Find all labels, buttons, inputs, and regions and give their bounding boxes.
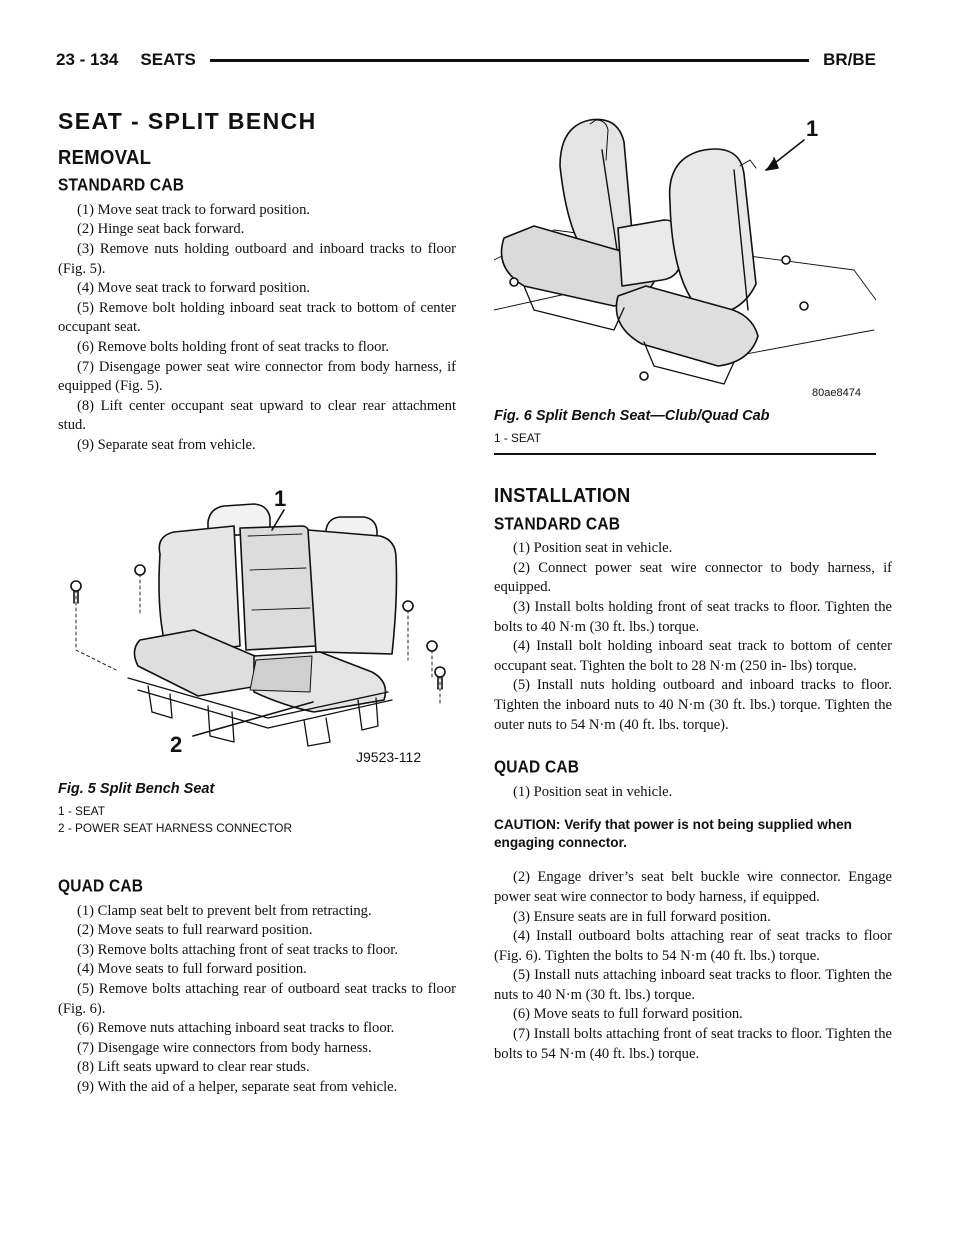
step: (3) Remove nuts holding outboard and inboard tracks to floor (Fig. 5). (58, 240, 456, 277)
step: (9) With the aid of a helper, separate seat from vehicle. (77, 1078, 398, 1095)
step: (7) Disengage wire connectors from body harness. (77, 1039, 372, 1056)
figure-6-rule (494, 453, 876, 455)
figure-6-legend (494, 430, 876, 447)
legend-item: 1 - SEAT (494, 431, 541, 445)
step: (6) Remove bolts holding front of seat tracks to floor. (77, 338, 390, 355)
step: (8) Lift seats upward to clear rear studs. (77, 1059, 310, 1076)
figure-6-caption: Fig. 6 Split Bench Seat—Club/Quad Cab (494, 408, 770, 424)
split-bench-seat-illustration (58, 490, 456, 775)
figure-6-art-code: 80ae8474 (812, 387, 861, 399)
figure-5-callout-1: 1 (274, 490, 287, 511)
installation-standard-cab-heading: STANDARD CAB (494, 514, 621, 534)
page-number: 23 - 134 (56, 50, 119, 69)
step: (7) Disengage power seat wire connector from body harness, if equipped (Fig. 5). (58, 358, 456, 395)
step: (2) Engage driver’s seat belt buckle wire connector. Engage power seat wire connector to body harness, if equipped. (494, 869, 892, 905)
installation-quad-cab-steps-continued (494, 868, 892, 1064)
step: (3) Remove bolts attaching front of seat tracks to floor. (77, 941, 398, 958)
installation-quad-cab-heading: QUAD CAB (494, 758, 580, 778)
section-name: SEATS (140, 50, 196, 69)
figure-5 (58, 490, 456, 837)
figure-5-legend (58, 803, 456, 837)
removal-quad-cab-steps (58, 902, 456, 1098)
step: (3) Ensure seats are in full forward position. (513, 908, 771, 925)
step: (1) Clamp seat belt to prevent belt from retracting. (77, 902, 372, 919)
step: (2) Move seats to full rearward position. (77, 922, 313, 939)
step: (1) Position seat in vehicle. (513, 540, 673, 557)
removal-quad-cab-heading: QUAD CAB (58, 877, 144, 897)
installation-heading: INSTALLATION (494, 482, 631, 507)
step: (4) Install bolt holding inboard seat track to bottom of center occupant seat. Tighten the bolt to 28 N·m (250 in- lbs) torque. (494, 638, 892, 674)
step: (3) Install bolts holding front of seat tracks to floor. Tighten the bolts to 40 N·m (30 ft. lbs.) torque. (494, 598, 892, 635)
step: (1) Move seat track to forward position. (77, 201, 311, 218)
figure-5-callout-2: 2 (170, 732, 183, 757)
step: (8) Lift center occupant seat upward to clear rear attachment stud. (58, 397, 456, 434)
step: (7) Install bolts attaching front of seat tracks to floor. Tighten the bolts to 54 N·m (40 ft. lbs.) torque. (494, 1026, 892, 1062)
step: (5) Install nuts attaching inboard seat tracks to floor. Tighten the nuts to 40 N·m (30 ft. lbs.) torque. (494, 967, 892, 1003)
legend-item: 1 - SEAT (58, 804, 105, 818)
removal-heading: REMOVAL (58, 144, 152, 168)
step: (4) Install outboard bolts attaching rear of seat tracks to floor (Fig. 6). Tighten the bolts to 54 N·m (40 ft. lbs.) torque. (494, 928, 892, 964)
step: (5) Install nuts holding outboard and inboard tracks to floor. Tighten the inboard nuts to 40 N·m (30 ft. lbs.) torque. Tighten the outer nuts to 54 N·m (40 ft. lbs. torque). (494, 677, 892, 733)
figure-5-art-code: J9523-112 (356, 749, 422, 765)
step: (6) Remove nuts attaching inboard seat tracks to floor. (77, 1020, 395, 1037)
removal-standard-cab-steps (58, 201, 456, 456)
step: (9) Separate seat from vehicle. (77, 436, 256, 453)
removal-standard-cab-heading: STANDARD CAB (58, 176, 185, 196)
step: (5) Remove bolt holding inboard seat track to bottom of center occupant seat. (58, 299, 456, 336)
club-quad-cab-seat-illustration (494, 110, 876, 402)
step: (1) Position seat in vehicle. (513, 783, 673, 800)
installation-quad-cab-steps (494, 783, 892, 803)
step: (6) Move seats to full forward position. (513, 1006, 743, 1023)
figure-5-caption: Fig. 5 Split Bench Seat (58, 781, 215, 797)
step: (2) Hinge seat back forward. (77, 221, 245, 238)
step: (2) Connect power seat wire connector to body harness, if equipped. (494, 559, 892, 596)
right-column (494, 476, 892, 1064)
left-column (58, 108, 456, 456)
step: (5) Remove bolts attaching rear of outboard seat tracks to floor (Fig. 6). (58, 980, 456, 1017)
header-rule (210, 59, 809, 62)
removal-quad-cab-section (58, 868, 456, 1098)
step: (4) Move seats to full forward position. (77, 961, 307, 978)
figure-6-callout-1: 1 (806, 116, 819, 141)
model-code: BR/BE (823, 50, 876, 69)
step: (4) Move seat track to forward position. (77, 280, 311, 297)
legend-item: 2 - POWER SEAT HARNESS CONNECTOR (58, 821, 293, 835)
caution-note: CAUTION: Verify that power is not being supplied when engaging connector. (494, 817, 852, 851)
page-header (56, 48, 876, 72)
page-title: SEAT - SPLIT BENCH (58, 108, 317, 134)
installation-standard-cab-steps (494, 539, 892, 735)
figure-6 (494, 110, 876, 455)
